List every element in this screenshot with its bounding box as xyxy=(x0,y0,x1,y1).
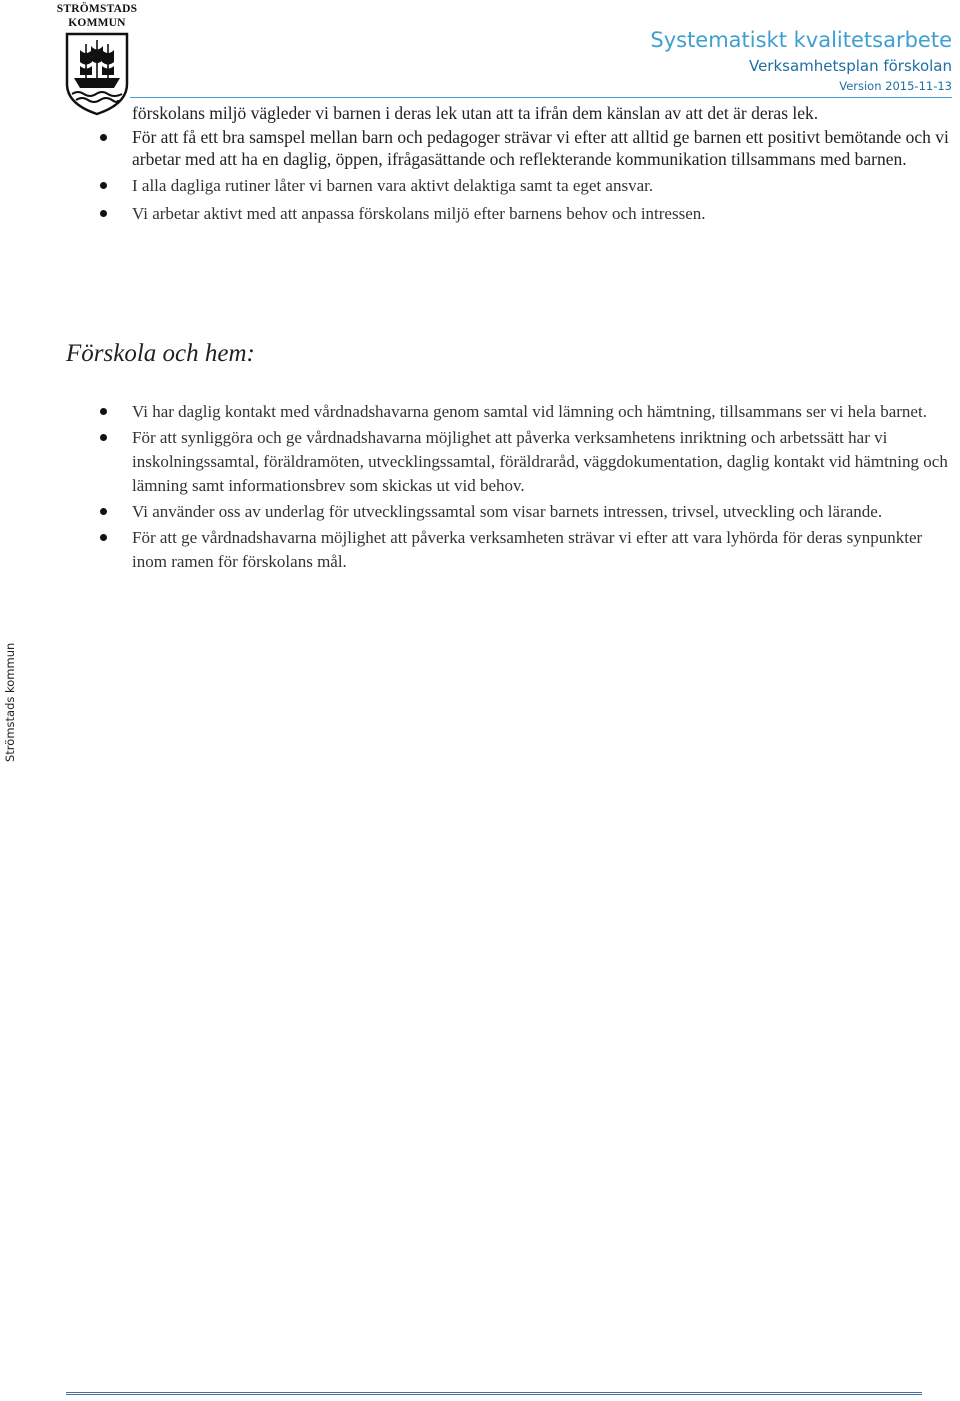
list-item: Vi använder oss av underlag för utvecklingssamtal som visar barnets intressen, trivsel, utveckling och lärande. xyxy=(100,500,950,524)
bullet-icon xyxy=(100,182,107,189)
document-title: Systematiskt kvalitetsarbete xyxy=(650,28,952,52)
bullet-icon xyxy=(100,434,107,441)
continuation-paragraph: förskolans miljö vägleder vi barnen i deras lek utan att ta ifrån dem känslan av att det är deras lek. xyxy=(132,103,819,123)
bullet-list-1 xyxy=(100,126,950,226)
list-item: För att få ett bra samspel mellan barn och pedagoger strävar vi efter att alltid ge barnen ett positivt bemötande och vi arbetar med att ha en daglig, öppen, ifrågasättande och reflekterande kommunikation tillsammans med barnen. xyxy=(100,126,950,170)
header-divider xyxy=(130,97,952,98)
section-forskola-och-hem xyxy=(100,400,950,576)
logo xyxy=(52,2,142,116)
list-item: För att ge vårdnadshavarna möjlighet att påverka verksamheten strävar vi efter att vara lyhörda för deras synpunkter inom ramen för förskolans mål. xyxy=(100,526,950,574)
bullet-icon xyxy=(100,210,107,217)
section-heading: Förskola och hem: xyxy=(66,340,255,367)
section-miljo xyxy=(100,102,950,230)
list-item: Vi arbetar aktivt med att anpassa förskolans miljö efter barnens behov och intressen. xyxy=(100,202,950,226)
logo-line-1: STRÖMSTADS xyxy=(56,3,138,15)
header xyxy=(650,26,952,94)
bullet-list-2 xyxy=(100,400,950,574)
sidebar-vertical-text: Strömstads kommun xyxy=(3,642,17,762)
bullet-icon xyxy=(100,534,107,541)
footer-divider xyxy=(66,1392,922,1395)
bullet-icon xyxy=(100,134,107,141)
list-item: I alla dagliga rutiner låter vi barnen vara aktivt delaktiga samt ta eget ansvar. xyxy=(100,174,950,198)
document-version: Version 2015-11-13 xyxy=(839,79,952,93)
bullet-icon xyxy=(100,408,107,415)
document-subtitle: Verksamhetsplan förskolan xyxy=(748,57,952,75)
list-item: Vi har daglig kontakt med vårdnadshavarna genom samtal vid lämning och hämtning, tillsammans ser vi hela barnet. xyxy=(100,400,950,424)
list-item: För att synliggöra och ge vårdnadshavarna möjlighet att påverka verksamhetens inriktning och arbetssätt har vi inskolningssamtal, föräldramöten, utvecklingssamtal, föräldraråd, väggdokumentation, daglig kontakt vid hämtning och lämning samt informationsbrev som skickas ut vid behov. xyxy=(100,426,950,498)
logo-line-2: KOMMUN xyxy=(68,17,126,29)
continuation-text xyxy=(100,102,950,124)
bullet-icon xyxy=(100,508,107,515)
